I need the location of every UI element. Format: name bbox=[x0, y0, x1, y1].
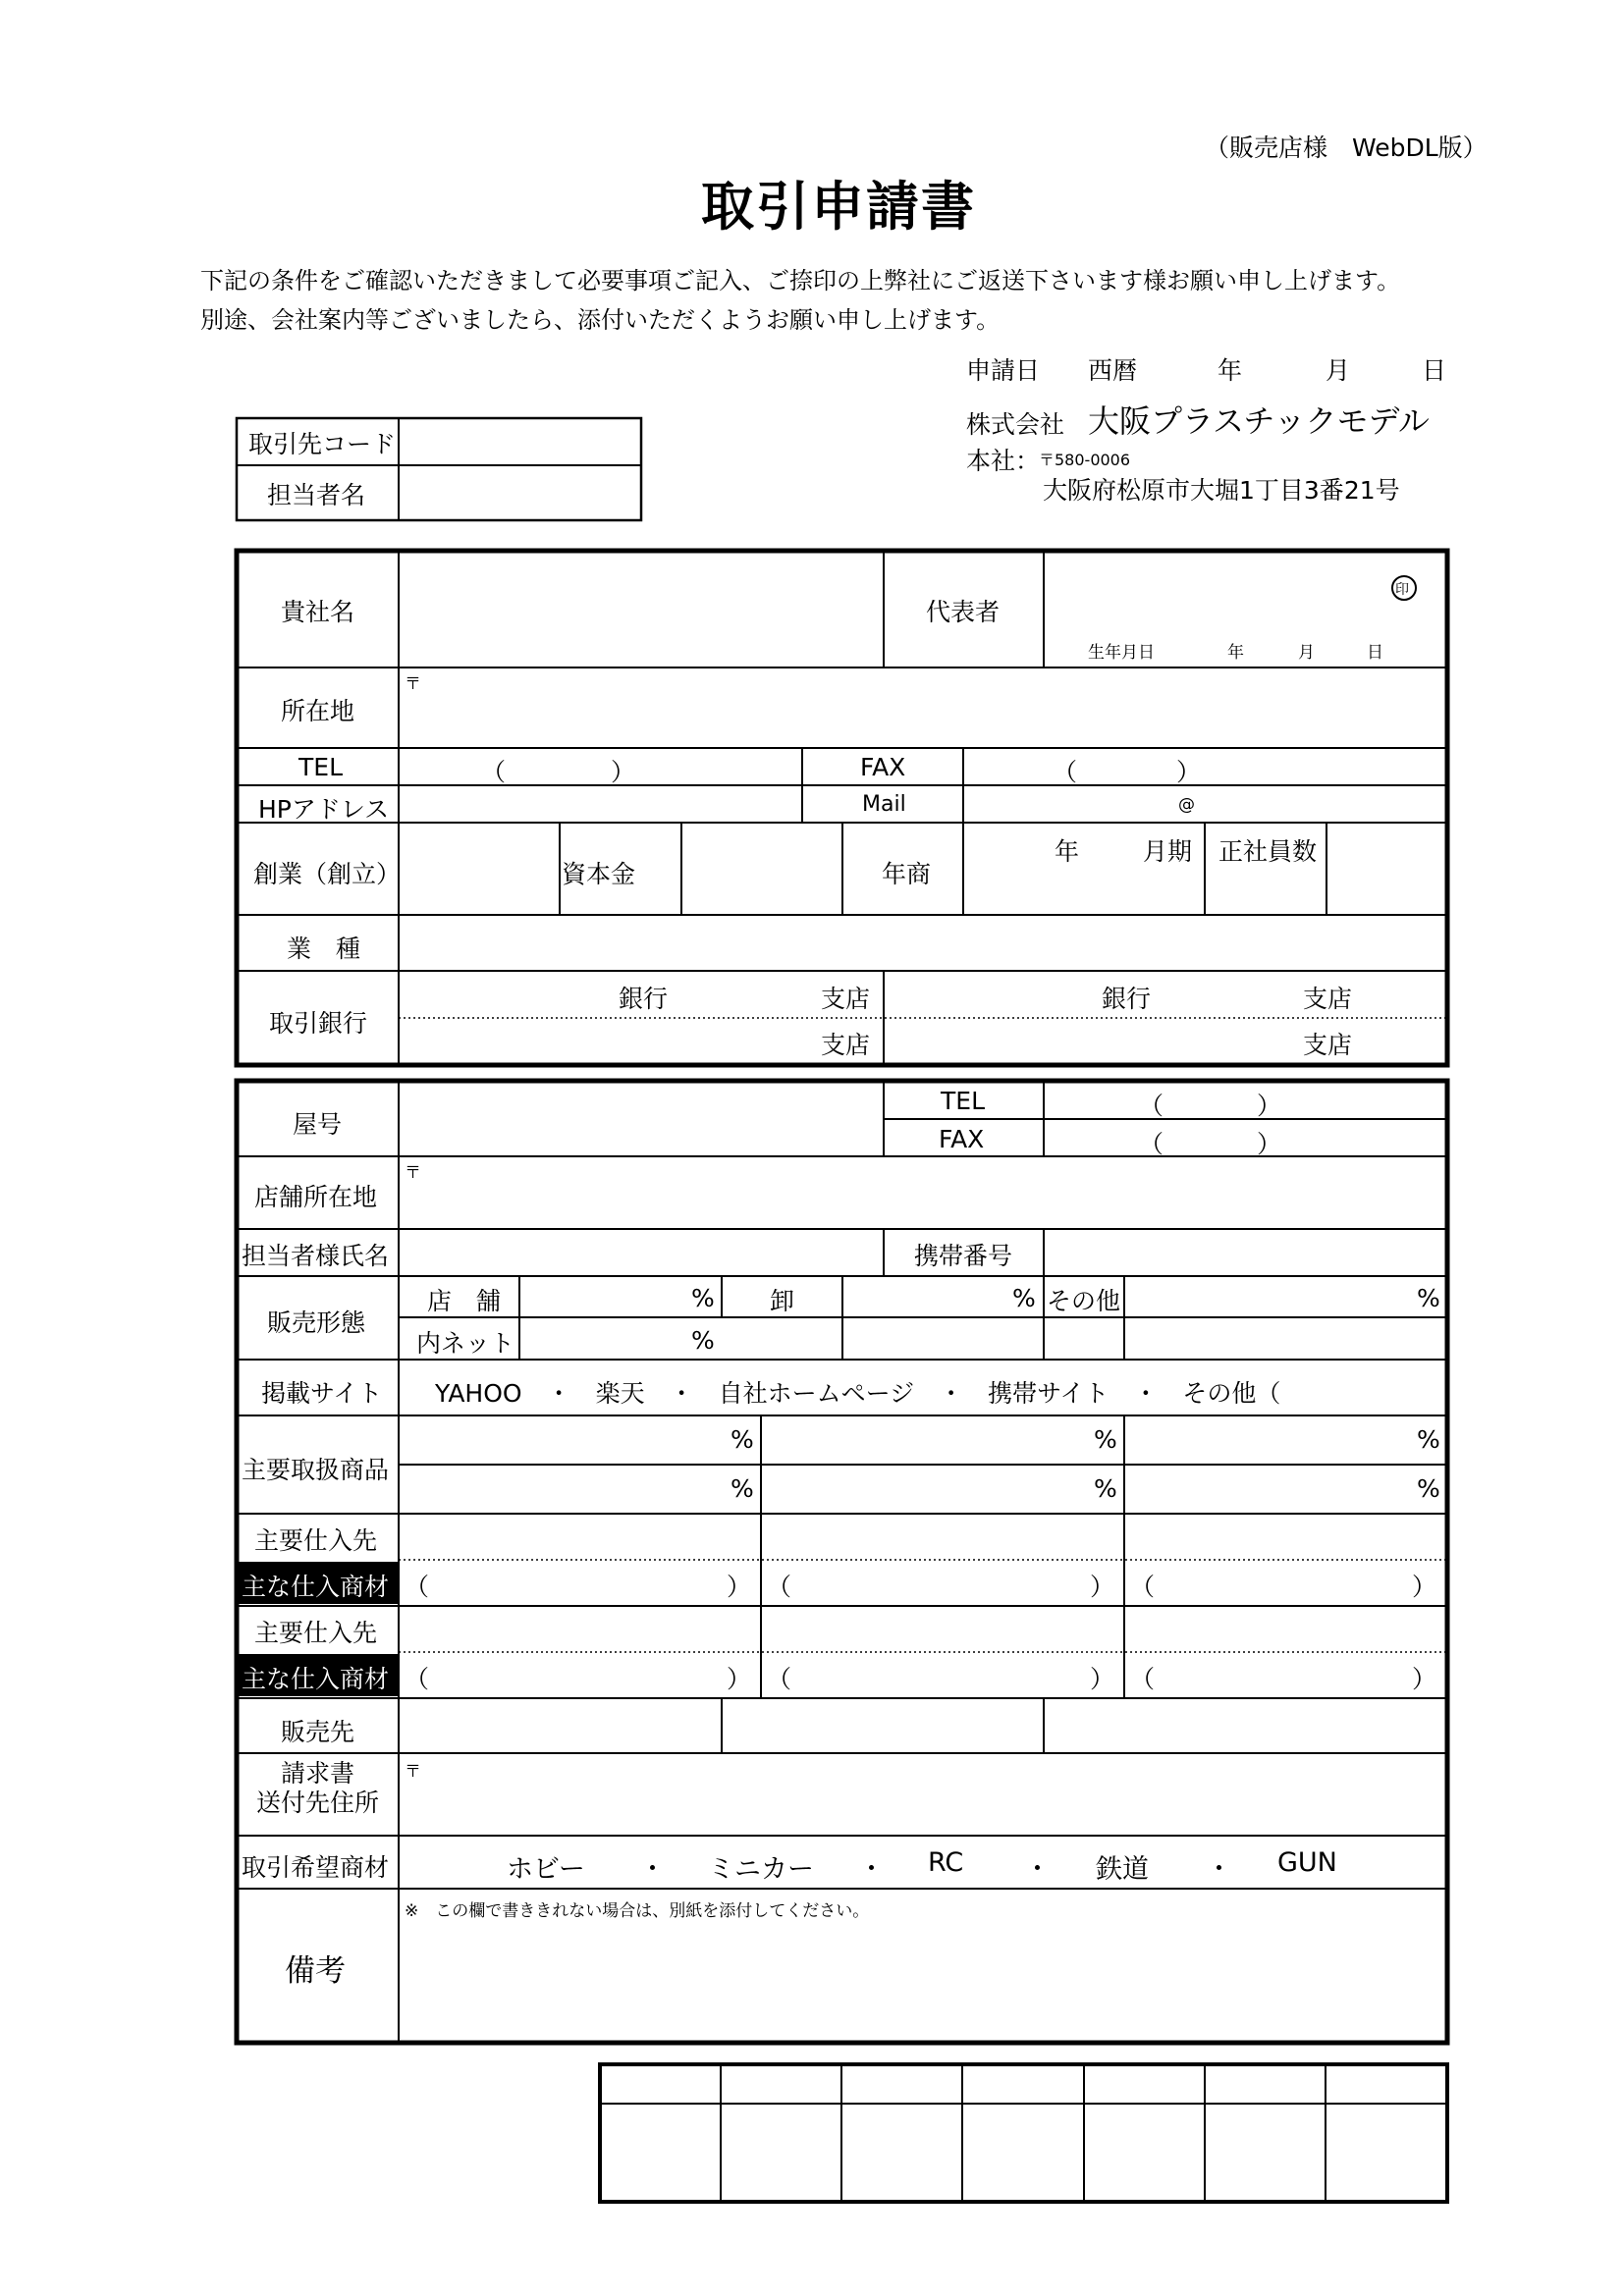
birthdate-label: 生年月日 bbox=[1088, 643, 1155, 663]
materials-1a-close: ） bbox=[727, 1573, 752, 1601]
date-label: 申請日 bbox=[966, 356, 1041, 385]
bank-1-field[interactable] bbox=[401, 973, 882, 1016]
mail-label: Mail bbox=[862, 792, 906, 817]
invoice-address-label: 請求書 送付先住所 bbox=[255, 1759, 379, 1817]
materials-2c-open: （ bbox=[1130, 1665, 1156, 1693]
page-title: 取引申請書 bbox=[701, 176, 976, 238]
store-tel-paren-open: （ bbox=[1139, 1092, 1164, 1120]
desired-sep-1: ・ bbox=[639, 1854, 666, 1885]
intro-line-2: 別途、会社案内等ございましたら、添付いただくようお願い申し上げます。 bbox=[200, 306, 1001, 334]
materials-2c-close: ） bbox=[1412, 1665, 1437, 1693]
industry-label: 業 種 bbox=[287, 934, 361, 963]
desired-option-hobby[interactable]: ホビー bbox=[507, 1854, 585, 1885]
main-materials-label-2: 主な仕入商材 bbox=[242, 1665, 390, 1693]
hq-address: 大阪府松原市大堀1丁目3番21号 bbox=[1043, 476, 1400, 505]
bank-2-branch: 支店 bbox=[1303, 985, 1353, 1013]
materials-1b-close: ） bbox=[1090, 1573, 1115, 1601]
listing-site-options[interactable]: YAHOO ・ 楽天 ・ 自社ホームページ ・ 携帯サイト ・ その他（ bbox=[435, 1379, 1281, 1408]
remarks-field[interactable] bbox=[401, 1920, 1445, 2041]
wholesale-ratio-label: 卸 bbox=[770, 1287, 795, 1315]
birth-year-label: 年 bbox=[1227, 643, 1244, 663]
mobile-field[interactable] bbox=[1046, 1231, 1445, 1274]
store-tel-paren-close: ） bbox=[1257, 1092, 1282, 1120]
intro-line-1: 下記の条件をご確認いただきまして必要事項ご記入、ご捺印の上弊社にご返送下さいます様お願い申し上げます。 bbox=[200, 267, 1401, 294]
store-name-field[interactable] bbox=[401, 1083, 882, 1154]
hp-address-field[interactable] bbox=[401, 787, 800, 821]
wholesale-ratio-percent: % bbox=[1012, 1284, 1036, 1312]
materials-1b-open: （ bbox=[767, 1573, 792, 1601]
fax-paren-close: ） bbox=[1176, 758, 1202, 786]
employees-field[interactable] bbox=[1328, 825, 1445, 913]
date-month: 月 bbox=[1326, 356, 1351, 385]
capital-label: 資本金 bbox=[562, 860, 636, 888]
company-prefix: 株式会社 bbox=[966, 410, 1065, 439]
product-2-percent: % bbox=[1094, 1425, 1117, 1454]
tel-field[interactable] bbox=[401, 750, 800, 783]
materials-1c-close: ） bbox=[1412, 1573, 1437, 1601]
mail-at-mark: @ bbox=[1178, 795, 1195, 815]
client-code-label: 取引先コード bbox=[248, 430, 397, 458]
company-name-field[interactable] bbox=[401, 553, 882, 666]
contact-name-field[interactable] bbox=[401, 1231, 882, 1274]
tel-paren-open: （ bbox=[481, 758, 507, 786]
store-ratio-percent: % bbox=[691, 1284, 715, 1312]
desired-option-minicar[interactable]: ミニカー bbox=[708, 1854, 814, 1885]
bank-label: 取引銀行 bbox=[269, 1009, 368, 1038]
main-materials-label-1: 主な仕入商材 bbox=[242, 1573, 390, 1601]
client-code-field[interactable] bbox=[401, 420, 639, 463]
desired-option-rc[interactable]: RC bbox=[928, 1847, 964, 1878]
desired-products-label: 取引希望商材 bbox=[242, 1853, 390, 1882]
fax-paren-open: （ bbox=[1053, 758, 1078, 786]
bank-3-branch: 支店 bbox=[821, 1031, 871, 1059]
sales-form-label: 販売形態 bbox=[267, 1308, 366, 1337]
other-ratio-percent: % bbox=[1417, 1284, 1440, 1312]
hq-label: 本社： bbox=[966, 447, 1041, 475]
main-supplier-label-1: 主要仕入先 bbox=[254, 1526, 378, 1555]
online-ratio-field[interactable] bbox=[521, 1319, 720, 1358]
mobile-label: 携帯番号 bbox=[914, 1242, 1013, 1270]
fax-field[interactable] bbox=[965, 750, 1445, 783]
product-6-percent: % bbox=[1417, 1474, 1440, 1503]
tel-label: TEL bbox=[298, 753, 343, 781]
company-name-label: 貴社名 bbox=[281, 598, 355, 626]
founded-label: 創業（創立） bbox=[253, 860, 402, 888]
product-1-percent: % bbox=[731, 1425, 754, 1454]
desired-option-gun[interactable]: GUN bbox=[1277, 1847, 1337, 1878]
founded-field[interactable] bbox=[401, 825, 558, 913]
materials-2b-open: （ bbox=[767, 1665, 792, 1693]
contact-name-label: 担当者様氏名 bbox=[242, 1242, 390, 1270]
store-fax-field[interactable] bbox=[1046, 1121, 1445, 1154]
sales-dest-label: 販売先 bbox=[281, 1718, 355, 1746]
product-5-percent: % bbox=[1094, 1474, 1117, 1503]
store-fax-paren-close: ） bbox=[1257, 1130, 1282, 1158]
store-fax-label: FAX bbox=[939, 1125, 985, 1153]
bank-3-field[interactable] bbox=[401, 1020, 882, 1063]
online-ratio-label: 内ネット bbox=[416, 1329, 515, 1358]
invoice-postal-mark: 〒 bbox=[405, 1762, 421, 1782]
stamp-box-row[interactable] bbox=[602, 2106, 1445, 2200]
invoice-address-field[interactable] bbox=[401, 1755, 1445, 1834]
remarks-note: ※ この欄で書ききれない場合は、別紙を添付してください。 bbox=[405, 1901, 870, 1921]
materials-2a-open: （ bbox=[405, 1665, 430, 1693]
other-ratio-field[interactable] bbox=[1126, 1278, 1445, 1315]
capital-field[interactable] bbox=[683, 825, 840, 913]
bank-4-branch: 支店 bbox=[1303, 1031, 1353, 1059]
bank-2-word: 銀行 bbox=[1102, 985, 1152, 1013]
employees-label: 正社員数 bbox=[1218, 837, 1318, 866]
store-address-label: 店舗所在地 bbox=[254, 1183, 378, 1211]
online-ratio-percent: % bbox=[691, 1326, 715, 1355]
store-tel-label: TEL bbox=[941, 1087, 985, 1115]
listing-site-label: 掲載サイト bbox=[261, 1379, 383, 1408]
other-ratio-label: その他 bbox=[1047, 1287, 1121, 1315]
store-address-field[interactable] bbox=[401, 1158, 1445, 1227]
mail-field[interactable] bbox=[965, 787, 1445, 821]
main-products-label: 主要取扱商品 bbox=[242, 1456, 390, 1484]
bank-2-field[interactable] bbox=[886, 973, 1445, 1016]
materials-2b-close: ） bbox=[1090, 1665, 1115, 1693]
company-name: 大阪プラスチックモデル bbox=[1088, 402, 1430, 440]
store-ratio-field[interactable] bbox=[521, 1278, 720, 1315]
edition-note: （販売店様 WebDL版） bbox=[1205, 133, 1488, 162]
store-tel-field[interactable] bbox=[1046, 1083, 1445, 1117]
address-label: 所在地 bbox=[281, 697, 355, 725]
seal-label: 印 bbox=[1395, 582, 1409, 598]
desired-sep-3: ・ bbox=[1024, 1854, 1051, 1885]
wholesale-ratio-field[interactable] bbox=[844, 1278, 1042, 1315]
postal-mark: 〒 bbox=[405, 674, 421, 694]
materials-1c-open: （ bbox=[1130, 1573, 1156, 1601]
store-name-label: 屋号 bbox=[293, 1110, 343, 1139]
tel-paren-close: ） bbox=[611, 758, 636, 786]
desired-sep-2: ・ bbox=[858, 1854, 885, 1885]
product-3-percent: % bbox=[1417, 1425, 1440, 1454]
bank-4-field[interactable] bbox=[886, 1020, 1445, 1063]
store-ratio-label: 店 舗 bbox=[427, 1287, 502, 1315]
fiscal-month-label: 月期 bbox=[1143, 837, 1193, 866]
contact-person-label: 担当者名 bbox=[267, 481, 366, 509]
contact-person-field[interactable] bbox=[401, 467, 639, 518]
industry-field[interactable] bbox=[401, 917, 1445, 969]
desired-option-railway[interactable]: 鉄道 bbox=[1096, 1854, 1149, 1885]
annual-sales-label: 年商 bbox=[882, 860, 932, 888]
main-supplier-label-2: 主要仕入先 bbox=[254, 1619, 378, 1647]
remarks-label: 備考 bbox=[285, 1953, 346, 1989]
hq-postal: 〒580-0006 bbox=[1039, 451, 1131, 469]
hp-address-label: HPアドレス bbox=[258, 795, 390, 824]
materials-1a-open: （ bbox=[405, 1573, 430, 1601]
date-day: 日 bbox=[1422, 356, 1447, 385]
birth-day-label: 日 bbox=[1367, 643, 1383, 663]
date-era: 西暦 bbox=[1088, 356, 1138, 385]
address-field[interactable] bbox=[401, 669, 1445, 746]
annual-sales-field[interactable] bbox=[965, 825, 1203, 913]
bank-1-word: 銀行 bbox=[619, 985, 669, 1013]
birth-month-label: 月 bbox=[1298, 643, 1315, 663]
materials-2a-close: ） bbox=[727, 1665, 752, 1693]
fiscal-year-label: 年 bbox=[1055, 837, 1080, 866]
representative-label: 代表者 bbox=[926, 598, 1001, 626]
date-year: 年 bbox=[1218, 356, 1243, 385]
store-postal-mark: 〒 bbox=[405, 1163, 421, 1183]
store-fax-paren-open: （ bbox=[1139, 1130, 1164, 1158]
product-4-percent: % bbox=[731, 1474, 754, 1503]
bank-1-branch: 支店 bbox=[821, 985, 871, 1013]
fax-label: FAX bbox=[860, 753, 906, 781]
desired-sep-4: ・ bbox=[1206, 1854, 1232, 1885]
